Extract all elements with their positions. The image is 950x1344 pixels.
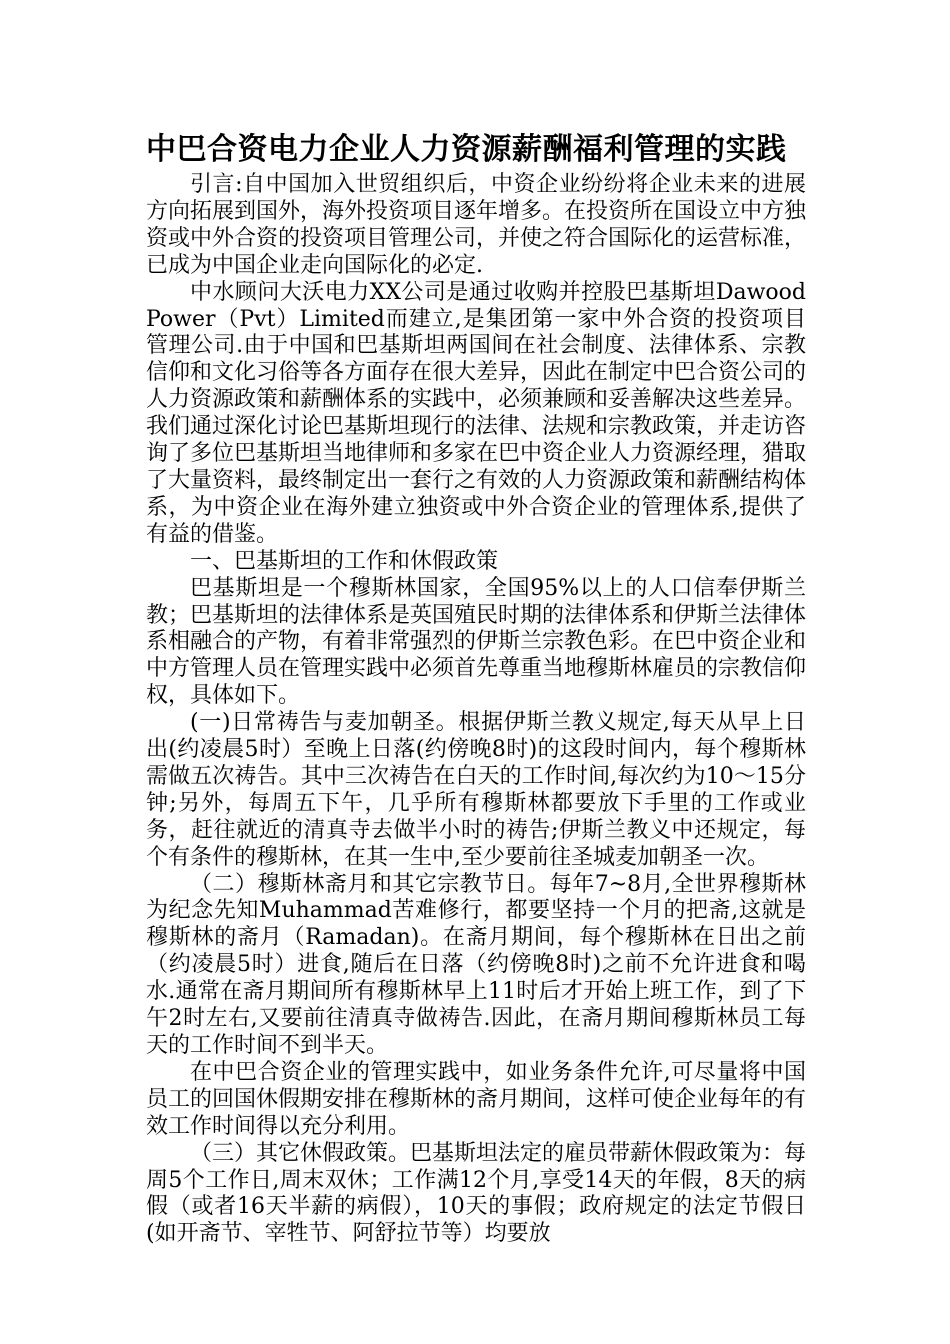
paragraph-pakistan-religion: 巴基斯坦是一个穆斯林国家，全国95%以上的人口信奉伊斯兰教；巴基斯坦的法律体系是英国殖民时期的法律体系和伊斯兰法律体系相融合的产物，有着非常强烈的伊斯兰宗教色彩。在巴中资企业和中方管理人员在管理实践中必须首先尊重当地穆斯林雇员的宗教信仰权，具体如下。 bbox=[146, 575, 807, 709]
document-title: 中巴合资电力企业人力资源薪酬福利管理的实践 bbox=[146, 132, 787, 167]
paragraph-intro: 引言:自中国加入世贸组织后，中资企业纷纷将企业未来的进展方向拓展到国外，海外投资项目逐年增多。在投资所在国设立中方独资或中外合资的投资项目管理公司，并使之符合国际化的运营标准，已成为中国企业走向国际化的必定. bbox=[146, 172, 807, 278]
section-heading-work-leave: 一、巴基斯坦的工作和休假政策 bbox=[190, 548, 499, 574]
document-body bbox=[146, 172, 806, 1248]
paragraph-ramadan: （二）穆斯林斋月和其它宗教节日。每年7~8月,全世界穆斯林为纪念先知Muhammad苦难修行，都要坚持一个月的把斋,这就是穆斯林的斋月（Ramadan)。在斋月期间，每个穆斯林在日出之前（约凌晨5时）进食,随后在日落（约傍晚8时)之前不允许进食和喝水.通常在斋月期间所有穆斯林早上11时后才开始上班工作，到了下午2时左右,又要前往清真寺做祷告.因此，在斋月期间穆斯林员工每天的工作时间不到半天。 bbox=[146, 871, 806, 1058]
paragraph-company: 中水顾问大沃电力XX公司是通过收购并控股巴基斯坦Dawood Power（Pvt）Limited而建立,是集团第一家中外合资的投资项目管理公司.由于中国和巴基斯坦两国间在社会制度、法律体系、宗教信仰和文化习俗等各方面存在很大差异，因此在制定中巴合资公司的人力资源政策和薪酬体系的实践中，必须兼顾和妥善解决这些差异。我们通过深化讨论巴基斯坦现行的法律、法规和宗教政策，并走访咨询了多位巴基斯坦当地律师和多家在巴中资企业人力资源经理，猎取了大量资料，最终制定出一套行之有效的人力资源政策和薪酬结构体系，为中资企业在海外建立独资或中外合资企业的管理体系,提供了有益的借鉴。 bbox=[146, 279, 807, 547]
paragraph-other-leave: （三）其它休假政策。巴基斯坦法定的雇员带薪休假政策为：每周5个工作日,周末双休；工作满12个月,享受14天的年假，8天的病假（或者16天半薪的病假），10天的事假；政府规定的法定节假日(如开斋节、宰牲节、阿舒拉节等）均要放 bbox=[146, 1140, 807, 1247]
paragraph-prayer: (一)日常祷告与麦加朝圣。根据伊斯兰教义规定,每天从早上日出(约凌晨5时）至晚上日落(约傍晚8时)的这段时间内，每个穆斯林需做五次祷告。其中三次祷告在白天的工作时间,每次约为10～15分钟;另外，每周五下午，几乎所有穆斯林都要放下手里的工作或业务，赶往就近的清真寺去做半小时的祷告;伊斯兰教义中还规定，每个有条件的穆斯林，在其一生中,至少要前往圣城麦加朝圣一次。 bbox=[146, 710, 806, 870]
paragraph-management-practice: 在中巴合资企业的管理实践中，如业务条件允许,可尽量将中国员工的回国休假期安排在穆斯林的斋月期间，这样可使企业每年的有效工作时间得以充分利用。 bbox=[146, 1059, 807, 1139]
